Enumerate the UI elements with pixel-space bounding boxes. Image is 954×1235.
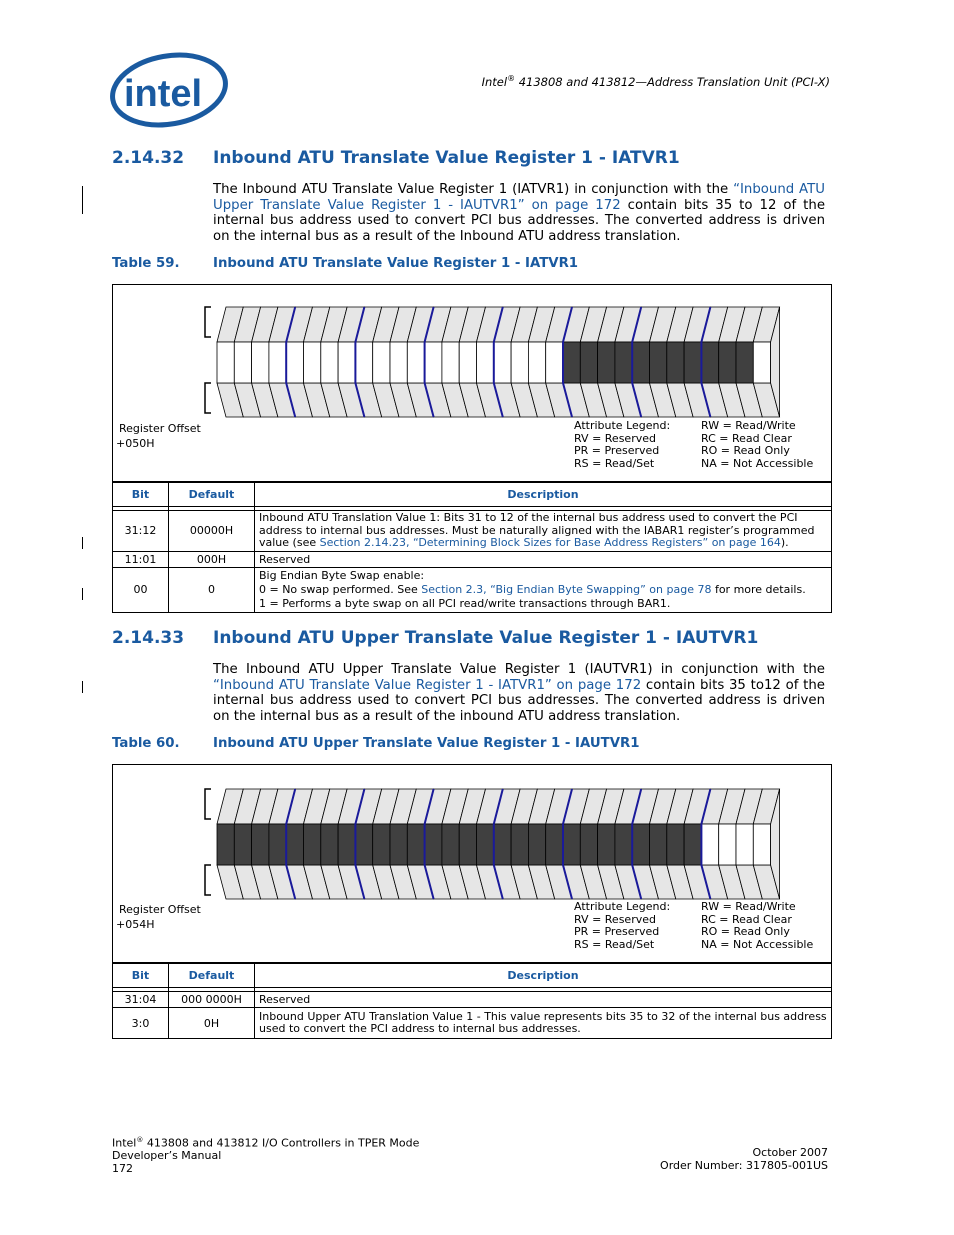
bit-cell [546,824,563,865]
cross-ref-link[interactable]: “Inbound ATU Translate Value Register 1 - IATVR1” on page 172 [213,677,642,693]
bit-cell [321,342,338,383]
bit-cell [511,824,528,865]
bit-cell [234,342,251,383]
bracket-bottom [205,383,211,413]
footer-right: October 2007 Order Number: 317805-001US [660,1146,828,1172]
footer-left: Intel® 413808 and 413812 I/O Controllers in TPER Mode Developer’s Manual 172 [112,1136,420,1175]
header-reg: ® [507,74,516,83]
attribute-legend-right: RW = Read/Write RC = Read Clear RO = Read Only NA = Not Accessible [701,900,814,951]
change-bar [82,186,83,214]
bit-cell [373,342,390,383]
register-offset: Register Offset +050H [116,422,201,450]
table-row: 31:04 000 0000H Reserved [113,992,832,1008]
bit-cell [528,824,545,865]
bit-cell [442,342,459,383]
bit-cell [563,342,580,383]
bit-cell [459,824,476,865]
register-offset: Register Offset +054H [116,903,201,931]
bit-cell [511,342,528,383]
attribute-legend: Attribute Legend: RV = Reserved PR = Preserved RS = Read/Set [574,900,671,951]
bit-cell [269,824,286,865]
bit-cell [442,824,459,865]
change-bar [82,681,83,693]
bit-cell [494,342,511,383]
bit-cell [528,342,545,383]
section-1-paragraph: The Inbound ATU Translate Value Register 1 (IATVR1) in conjunction with the “Inbound ATU Upper Translate Value Register 1 - IAUTVR1” on page 172 contain bits 35 to 12 of the internal bus address used to convert PCI bus addresses. The converted address is driven on the internal bus as a result of the Inbound ATU address translation. [213,182,826,244]
table-row: 11:01 000H Reserved [113,551,832,567]
bit-cell [304,342,321,383]
cross-ref-link[interactable]: Section 2.3, “Big Endian Byte Swapping” on page 78 [421,582,712,596]
section-2-paragraph: The Inbound ATU Upper Translate Value Register 1 (IAUTVR1) in conjunction with the “Inbound ATU Translate Value Register 1 - IATVR1” on page 172 contain bits 35 to12 of the internal bus address used to convert PCI bus addresses. The converted address is driven on the internal bus as a result of the inbound ATU address translation. [213,662,825,724]
bit-cell [563,824,580,865]
logo-text: intel [124,73,203,115]
bit-cell [753,824,770,865]
bit-cell [719,824,736,865]
register-diagram-60 [112,764,832,964]
section-title: Inbound ATU Translate Value Register 1 - IATVR1 [213,148,680,168]
bit-cell [684,342,701,383]
section-heading-1 [112,148,680,168]
bit-cell [217,824,234,865]
running-header [440,74,830,89]
intel-logo-icon [108,48,230,132]
table-header-row: Bit Default Description [113,963,832,988]
bit-cell [355,342,372,383]
bit-cell [217,342,234,383]
bit-field-diagram [201,785,791,903]
bit-cell [286,342,303,383]
table-row: 31:12 00000H Inbound ATU Translation Value 1: Bits 31 to 12 of the internal bus address used to convert the PCI address to internal bus addresses. Must be naturally aligned with the IABAR1 register’s programmed value (see Section 2.14.23, “Determining Block Sizes for Base Address Registers” on page 164). [113,511,832,552]
bracket-top [205,789,211,819]
bit-field-diagram [201,303,791,421]
bit-cell [580,824,597,865]
table-caption-59: Table 59. Inbound ATU Translate Value Register 1 - IATVR1 [112,256,579,271]
bit-cell [321,824,338,865]
bit-cell [753,342,770,383]
bit-cell [373,824,390,865]
bit-cell [355,824,372,865]
table-header-row: Bit Default Description [113,482,832,507]
attribute-legend-right: RW = Read/Write RC = Read Clear RO = Read Only NA = Not Accessible [701,419,814,470]
bit-cell [338,824,355,865]
bit-cell [425,342,442,383]
bit-cell [580,342,597,383]
bit-cell [304,824,321,865]
bit-cell [615,342,632,383]
bracket-top [205,307,211,337]
bit-cell [701,824,718,865]
bit-cell [736,342,753,383]
bit-cell [477,342,494,383]
bit-cell [650,342,667,383]
bit-cell [650,824,667,865]
bit-cell [494,824,511,865]
bit-cell [546,342,563,383]
header-brand: Intel [481,74,508,89]
bit-cell [477,824,494,865]
register-table-59 [112,481,832,613]
bracket-bottom [205,865,211,895]
bit-cell [598,342,615,383]
page-number: 172 [112,1161,133,1175]
bit-cell [684,824,701,865]
section-number: 2.14.32 [112,148,185,168]
bit-cell [632,824,649,865]
bit-cell [390,824,407,865]
bit-cell [719,342,736,383]
table-row: 3:0 0H Inbound Upper ATU Translation Value 1 - This value represents bits 35 to 32 of the internal bus address used to convert the PCI address to internal bus addresses. [113,1008,832,1039]
bit-cell [252,342,269,383]
attribute-legend: Attribute Legend: RV = Reserved PR = Preserved RS = Read/Set [574,419,671,470]
bit-cell [425,824,442,865]
bit-cell [632,342,649,383]
bit-cell [234,824,251,865]
bit-cell [286,824,303,865]
bit-cell [598,824,615,865]
bit-cell [390,342,407,383]
bit-cell [667,824,684,865]
header-title: 413808 and 413812—Address Translation Unit (PCI-X) [515,74,830,89]
bit-cell [615,824,632,865]
bit-cell [407,824,424,865]
bit-cell [338,342,355,383]
change-bar [82,588,83,600]
section-heading-2: 2.14.33 Inbound ATU Upper Translate Value Register 1 - IAUTVR1 [112,628,759,648]
register-table-60 [112,962,832,1039]
bit-cell [701,342,718,383]
bit-cell [407,342,424,383]
intel-logo [108,48,230,132]
bit-cell [459,342,476,383]
table-caption-60: Table 60. Inbound ATU Upper Translate Value Register 1 - IAUTVR1 [112,736,640,751]
register-diagram-59 [112,284,832,483]
cross-ref-link[interactable]: Section 2.14.23, “Determining Block Sizes for Base Address Registers” on page 164 [319,536,781,549]
bit-cell [736,824,753,865]
table-row: 00 0 Big Endian Byte Swap enable: 0 = No swap performed. See Section 2.3, “Big Endian Byte Swapping” on page 78 for more details. 1 = Performs a byte swap on all PCI read/write transactions through BAR1. [113,567,832,612]
cross-ref-link[interactable]: “Inbound ATU Upper Translate Value Register 1 - IAUTVR1” on page 172 [213,182,825,213]
bit-cell [667,342,684,383]
bit-cell [269,342,286,383]
change-bar [82,537,83,549]
bit-cell [252,824,269,865]
